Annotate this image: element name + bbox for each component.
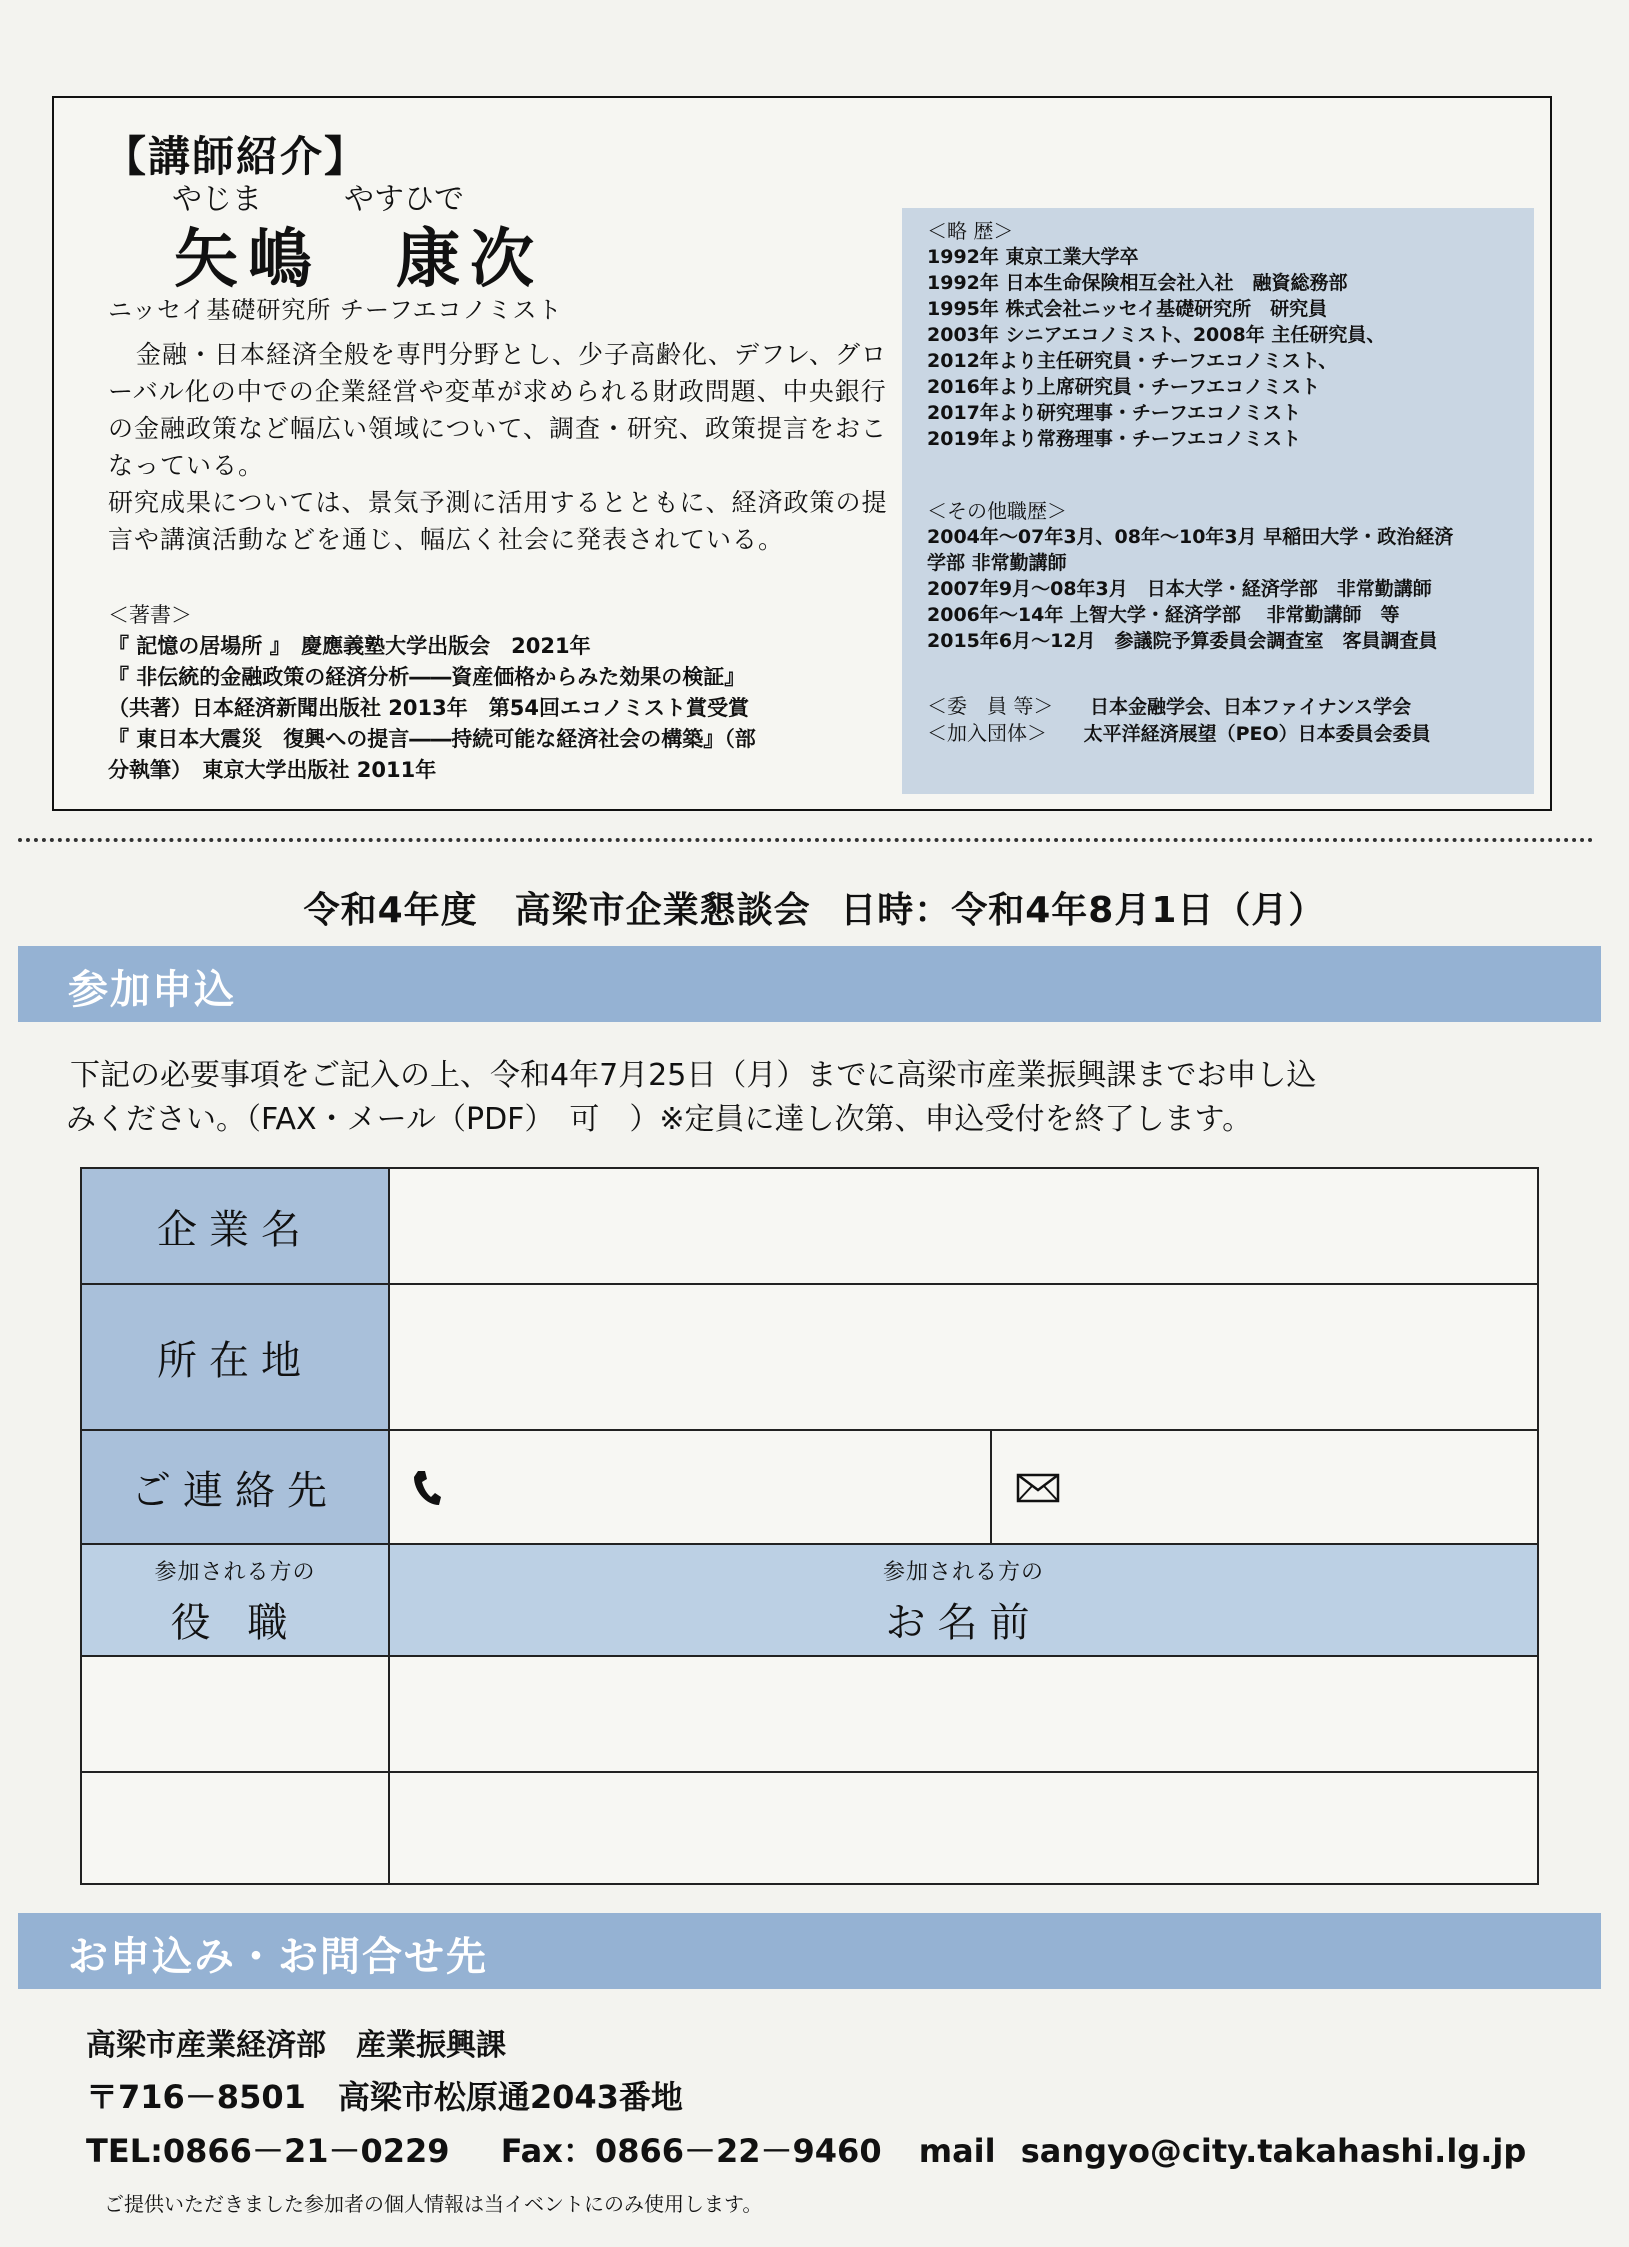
committee-row: [927, 693, 1431, 720]
book-line: 『 非伝統的金融政策の経済分析――資産価格からみた効果の検証』: [108, 665, 746, 689]
contact-numbers: [86, 2126, 1526, 2172]
address-label: 所在地: [157, 1337, 313, 1384]
career-line: 2003年 シニアエコノミスト、2008年 主任研究員、: [927, 324, 1386, 346]
event-title: 令和4年度 高梁市企業懇談会: [303, 890, 811, 931]
career-heading: ＜略 歴＞: [927, 219, 1014, 243]
book-line: 『 東日本大震災 復興への提言――持続可能な経済社会の構築』（部: [108, 727, 756, 751]
name-input-1[interactable]: [388, 1655, 1539, 1773]
career-line: 1992年 東京工業大学卒: [927, 246, 1139, 268]
member-label: ＜加入団体＞: [927, 721, 1047, 745]
membership-section: [927, 693, 1431, 747]
other-career-heading: ＜その他職歴＞: [927, 499, 1067, 523]
role-input-1[interactable]: [80, 1655, 390, 1773]
fax-label: Fax：: [500, 2132, 595, 2170]
address-input[interactable]: [388, 1283, 1539, 1431]
role-header-small: 参加される方の: [154, 1560, 316, 1585]
committee-value: 日本金融学会、日本ファイナンス学会: [1089, 696, 1412, 718]
contact-info: [86, 2020, 1526, 2172]
phone-icon: [412, 1469, 442, 1507]
name-ruby-given: やすひで: [344, 182, 464, 217]
career-line: 2012年より主任研究員・チーフエコノミスト、: [927, 350, 1338, 372]
other-career-line: 2007年9月～08年3月 日本大学・経済学部 非常勤講師: [927, 578, 1432, 600]
tel-number: 0866－21－0229: [162, 2132, 450, 2170]
lecturer-heading: 【講師紹介】: [104, 132, 369, 181]
role-header-cell: [80, 1543, 390, 1657]
tel-label: TEL:: [86, 2132, 163, 2170]
department: 高梁市産業経済部 産業振興課: [86, 2028, 506, 2063]
other-career-line: 2015年6月～12月 参議院予算委員会調査室 客員調査員: [927, 630, 1438, 652]
company-input[interactable]: [388, 1167, 1539, 1285]
role-input-2[interactable]: [80, 1771, 390, 1885]
contact-label: ご連絡先: [131, 1467, 339, 1514]
lecturer-name: 矢嶋 康次: [174, 223, 544, 297]
instructions-line: 下記の必要事項をご記入の上、令和4年7月25日（月）までに高梁市産業振興課までお申し込: [70, 1058, 1317, 1093]
lecturer-bio: [108, 336, 908, 558]
name-header-cell: [388, 1543, 1539, 1657]
book-line: （共著）日本経済新聞出版社 2013年 第54回エコノミスト賞受賞: [108, 696, 749, 720]
application-form: [80, 1167, 1539, 1885]
name-header: お名前: [885, 1600, 1042, 1646]
career-line: 1992年 日本生命保険相互会社入社 融資総務部: [927, 272, 1348, 294]
name-input-2[interactable]: [388, 1771, 1539, 1885]
other-career-line: 学部 非常勤講師: [927, 552, 1067, 574]
career-line: 2017年より研究理事・チーフエコノミスト: [927, 402, 1301, 424]
lecturer-affiliation: ニッセイ基礎研究所 チーフエコノミスト: [108, 296, 563, 324]
committee-label: ＜委 員 等＞: [927, 694, 1054, 718]
book-line: 『 記憶の居場所 』 慶應義塾大学出版会 2021年: [108, 634, 591, 658]
name-header-small: 参加される方の: [882, 1560, 1044, 1585]
role-header: 役 職: [170, 1600, 300, 1646]
member-value: 太平洋経済展望（PEO）日本委員会委員: [1083, 723, 1431, 745]
bio-paragraph-2: 研究成果については、景気予測に活用するとともに、経済政策の提言や講演活動などを通じ、幅広く社会に発表されている。: [108, 488, 888, 554]
postal-address: 〒716－8501 高梁市松原通2043番地: [86, 2078, 683, 2116]
mail-label: mail: [918, 2132, 996, 2170]
inquiry-band-label: お申込み・お問合せ先: [68, 1934, 488, 1980]
other-career-section: [927, 498, 1453, 654]
company-label: 企業名: [157, 1206, 313, 1253]
bio-paragraph-1: 金融・日本経済全般を専門分野とし、少子高齢化、デフレ、グローバル化の中での企業経営や変革が求められる財政問題、中央銀行の金融政策など幅広い領域について、調査・研究、政策提言をおこなっている。: [108, 340, 888, 480]
books-heading: ＜著書＞: [108, 603, 192, 627]
other-career-line: 2004年～07年3月、08年～10年3月 早稲田大学・政治経済: [927, 526, 1454, 548]
application-band-label: 参加申込: [68, 967, 236, 1013]
application-band: [18, 946, 1601, 1022]
event-datetime: 日時：令和4年8月1日（月）: [840, 890, 1326, 931]
application-instructions: [66, 1054, 1570, 1142]
book-line: 分執筆） 東京大学出版社 2011年: [108, 758, 437, 782]
career-line: 2016年より上席研究員・チーフエコノミスト: [927, 376, 1320, 398]
career-line: 2019年より常務理事・チーフエコノミスト: [927, 428, 1301, 450]
career-panel: [902, 208, 1534, 794]
phone-input[interactable]: [388, 1429, 992, 1545]
contact-label-cell: [80, 1429, 390, 1545]
fax-number: 0866－22－9460: [594, 2132, 882, 2170]
books-section: [108, 600, 928, 786]
inquiry-band: [18, 1913, 1601, 1989]
other-career-line: 2006年～14年 上智大学・経済学部 非常勤講師 等: [927, 604, 1400, 626]
member-row: [927, 720, 1431, 747]
address-label-cell: [80, 1283, 390, 1431]
envelope-icon: [1016, 1473, 1060, 1503]
career-line: 1995年 株式会社ニッセイ基礎研究所 研究員: [927, 298, 1328, 320]
event-title-row: [0, 882, 1629, 933]
email-input[interactable]: [990, 1429, 1539, 1545]
career-section: [927, 218, 1385, 452]
company-label-cell: [80, 1167, 390, 1285]
privacy-note: ご提供いただきました参加者の個人情報は当イベントにのみ使用します。: [104, 2192, 763, 2216]
instructions-line: みください。（FAX・メール（PDF） 可 ）※定員に達し次第、申込受付を終了します。: [66, 1102, 1253, 1137]
lecturer-box: [52, 96, 1552, 811]
name-ruby-family: やじま: [172, 182, 262, 217]
mail-address[interactable]: sangyo@city.takahashi.lg.jp: [1020, 2132, 1527, 2170]
cut-line: [18, 838, 1594, 842]
